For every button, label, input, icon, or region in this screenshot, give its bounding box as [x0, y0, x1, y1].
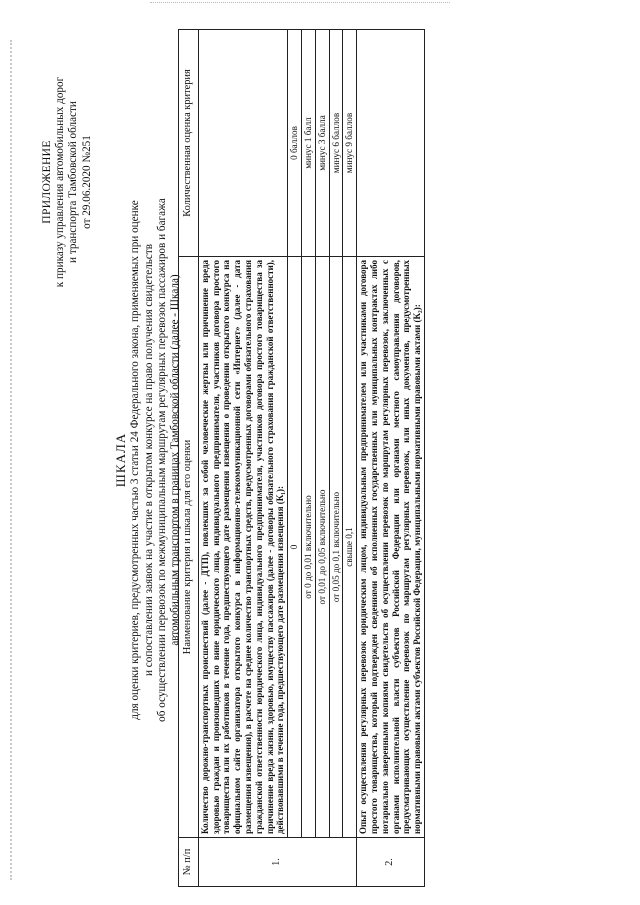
- range-label: от 0,05 до 0,1 включительно: [329, 257, 343, 838]
- table-row: [198, 30, 287, 887]
- range-row: [288, 30, 302, 887]
- header-score: Количественная оценка критерия: [179, 30, 199, 257]
- rotated-document-page: [32, 25, 612, 895]
- range-row: [343, 30, 357, 887]
- appendix-title: ПРИЛОЖЕНИЕ: [40, 140, 53, 224]
- range-label: свыше 0,1: [343, 257, 357, 838]
- criteria-table: [178, 29, 425, 887]
- criterion-score-empty: [198, 30, 287, 257]
- range-score: минус 3 балла: [315, 30, 329, 257]
- range-label: от 0 до 0,01 включительно: [301, 257, 315, 838]
- range-row: [301, 30, 315, 887]
- header-num: № п/п: [179, 838, 199, 887]
- row-number: 1.: [198, 838, 356, 887]
- heading-line: автомобильным транспортом в границах Тамбовской области (далее - Шкала): [169, 274, 182, 646]
- appendix-block: [40, 47, 94, 317]
- scan-artifact-left: [10, 40, 15, 880]
- heading-line: и сопоставлении заявок на участие в открытом конкурсе на право получения свидетельств: [142, 243, 155, 677]
- appendix-line: к приказу управления автомобильных дорог: [53, 76, 66, 288]
- range-row: [315, 30, 329, 887]
- appendix-date-line: от 29.06.2020 №251: [80, 135, 93, 229]
- scan-artifact-top: [150, 2, 450, 5]
- document-heading: [114, 65, 182, 855]
- document-title: ШКАЛА: [113, 432, 128, 488]
- appendix-line: и транспорта Тамбовской области: [67, 101, 79, 263]
- range-score: 0 баллов: [288, 30, 302, 257]
- range-row: [329, 30, 343, 887]
- table-row: [357, 30, 425, 887]
- range-score: минус 1 балл: [301, 30, 315, 257]
- criterion-text: Количество дорожно-транспортных происшествий (далее - ДТП), повлекших за собой человеческие жертвы или причинение вреда здоровью граждан и произошедших по вине юридического лица, индивидуального предпринимателя, участников договора простого товарищества или их работников в течение года, предшествующего дате размещения извещения о проведении открытого конкурса на официальном сайте организатора открытого конкурса в информационно-телекоммуникационной сети «Интернет» (далее - дата размещения извещения), в расчете на среднее количество транспортных средств, предусмотренных договорами обязательного страхования гражданской ответственности юридического лица, индивидуального предпринимателя, участников договора простого товарищества за причинение вреда жизни, здоровью, имуществу пассажиров (далее - договоры обязательного страхования гражданской ответственности), действовавшими в течение года, предшествующего дате размещения извещения (К₁):: [198, 257, 287, 838]
- row-number: 2.: [357, 838, 425, 887]
- range-label: от 0,01 до 0,05 включительно: [315, 257, 329, 838]
- header-name: Наименование критерия и шкала для его оценки: [179, 257, 199, 838]
- range-score: минус 9 баллов: [343, 30, 357, 257]
- range-label: 0: [288, 257, 302, 838]
- table-header-row: [179, 30, 199, 887]
- criterion-text: Опыт осуществления регулярных перевозок юридическим лицом, индивидуальным предпринимателем или участниками договора простого товарищества, который подтвержден сведениями об исполненных государственных или муниципальных контрактах либо нотариально заверенными копиями свидетельств об осуществлении перевозок по маршрутам регулярных перевозок, заключенных с органами исполнительной власти субъектов Российской Федерации или органами местного самоуправления договоров, предусматривающих осуществление перевозок по маршрутам регулярных перевозок, или иных документов, предусмотренных нормативными правовыми актами субъектов Российской Федерации, муниципальными нормативными правовыми актами (К₂):: [357, 257, 425, 838]
- heading-line: об осуществлении перевозок по межмуниципальным маршрутам регулярных перевозок пассажиров и багажа: [155, 198, 168, 722]
- range-score: минус 6 баллов: [329, 30, 343, 257]
- criterion-score-empty: [357, 30, 425, 257]
- heading-line: для оценки критериев, предусмотренных частью 3 статьи 24 Федерального закона, применяемых при оценке: [129, 200, 142, 720]
